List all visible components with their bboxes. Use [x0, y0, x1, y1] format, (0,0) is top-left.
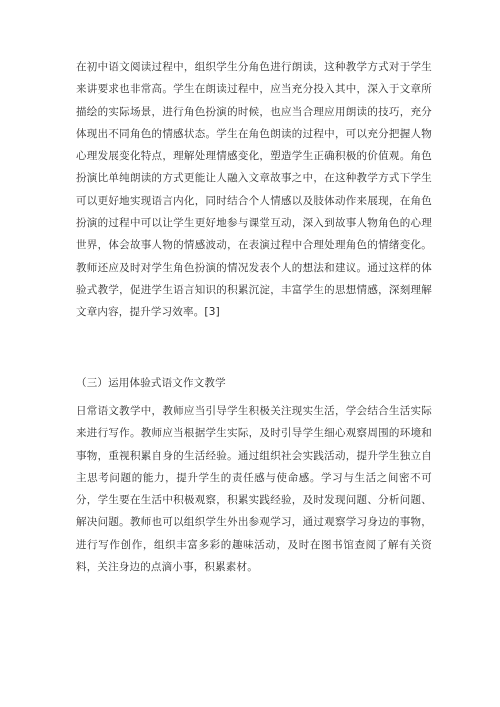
section-heading: （三）运用体验式语文作文教学 [76, 377, 226, 389]
body-paragraph-writing: 日常语文教学中，教师应当引导学生积极关注现实生活，学会结合生活实际来进行写作。教师应当根据学生实际，及时引导学生细心观察周围的环境和事物，重视积累自身的生活经验。通过组织社会实践活动，提升学生独立自主思考问题的能力，提升学生的责任感与使命感。学习与生活之间密不可分，学生要在生活中积极观察，积累实践经验，及时发现问题、分析问题、解决问题。教师也可以组织学生外出参观学习，通过观察学习身边的事物，进行写作创作，组织丰富多彩的趣味活动，及时在图书馆查阅了解有关资料，关注身边的点滴小事，积累素材。 [76, 405, 432, 574]
body-paragraph-reading: 在初中语文阅读过程中，组织学生分角色进行朗读，这种教学方式对于学生来讲要求也非常高。学生在朗读过程中，应当充分投入其中，深入于文章所描绘的实际场景，进行角色扮演的时候，也应当合理应用朗读的技巧，充分体现出不同角色的情感状态。学生在角色朗读的过程中，可以充分把握人物心理发展变化特点，理解处理情感变化，塑造学生正确积极的价值观。角色扮演比单纯朗读的方式更能让人融入文章故事之中，在这种教学方式下学生可以更好地实现语言内化，同时结合个人情感以及肢体动作来展现，在角色扮演的过程中可以让学生更好地参与课堂互动，深入到故事人物角色的心理世界，体会故事人物的情感波动，在表演过程中合理处理角色的情绪变化。教师还应及时对学生角色扮演的情况发表个人的想法和建议。通过这样的体验式教学，促进学生语言知识的积累沉淀，丰富学生的思想情感，深刻理解文章内容，提升学习效率。[3] [76, 61, 432, 319]
